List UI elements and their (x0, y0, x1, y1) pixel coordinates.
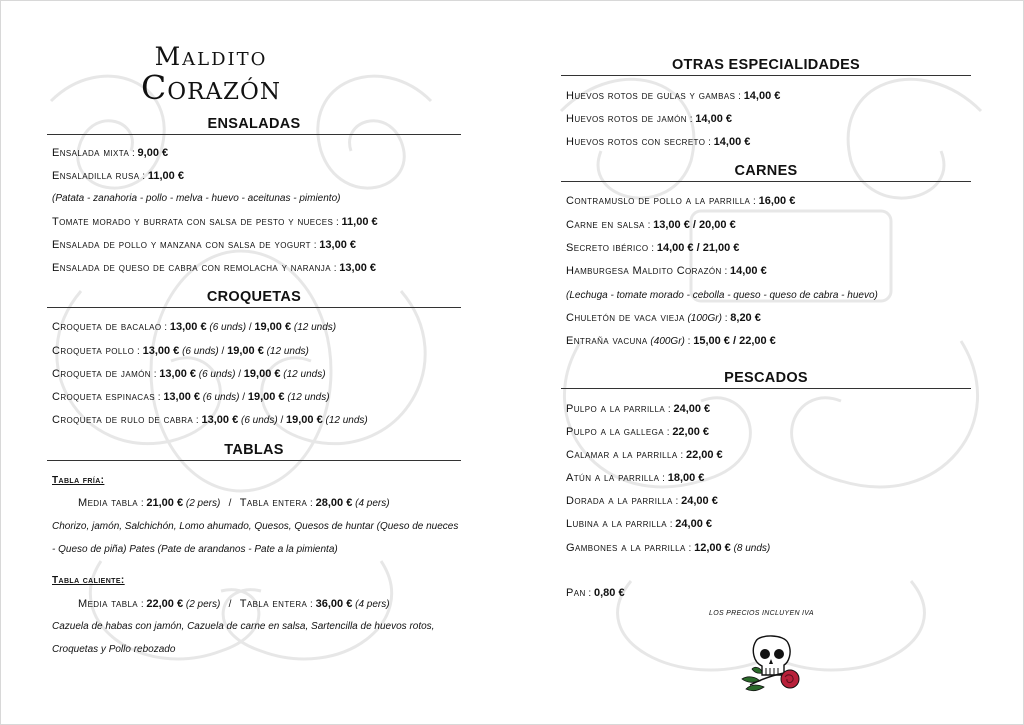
menu-item: Dorada a la parrilla : 24,00 € (566, 495, 718, 507)
menu-item: Entraña vacuna (400Gr) : 15,00 € / 22,00 € (566, 335, 776, 347)
menu-item: Croqueta espinacas : 13,00 € (6 unds) / 19,00 € (12 unds) (52, 391, 330, 403)
menu-item: Pulpo a la parrilla : 24,00 € (566, 403, 711, 415)
menu-item: Gambones a la parrilla : 12,00 € (8 unds) (566, 542, 771, 554)
menu-item: Croqueta de rulo de cabra : 13,00 € (6 unds) / 19,00 € (12 unds) (52, 414, 368, 426)
menu-item: Media tabla : 21,00 € (2 pers) / Tabla entera : 28,00 € (4 pers) (78, 497, 390, 509)
section-title-croquetas: CROQUETAS (47, 289, 461, 308)
item-description: Chorizo, jamón, Salchichón, Lomo ahumado, Quesos, Quesos de huntar (Queso de nueces - Queso de piña) Pates (Pate de arandanos - Pate a la pimienta) (52, 521, 459, 555)
skull-with-rose-icon (738, 635, 804, 695)
menu-item: Chuletón de vaca vieja (100Gr) : 8,20 € (566, 312, 761, 324)
menu-item: Tomate morado y burrata con salsa de pesto y nueces : 11,00 € (52, 216, 378, 228)
menu-item: Croqueta de bacalao : 13,00 € (6 unds) / 19,00 € (12 unds) (52, 321, 337, 333)
menu-item: Secreto ibérico : 14,00 € / 21,00 € (566, 242, 740, 254)
menu-item: Atún a la parrilla : 18,00 € (566, 472, 705, 484)
menu-item: Contramuslo de pollo a la parrilla : 16,00 € (566, 195, 796, 207)
menu-item: Pulpo a la gallega : 22,00 € (566, 426, 710, 438)
menu-item: Ensalada de pollo y manzana con salsa de yogurt : 13,00 € (52, 239, 356, 251)
menu-item: Ensalada mixta : 9,00 € (52, 147, 169, 159)
menu-item: Croqueta pollo : 13,00 € (6 unds) / 19,00 € (12 unds) (52, 345, 309, 357)
ornament-watermark-left (21, 41, 461, 691)
menu-item: Hamburgesa Maldito Corazón : 14,00 € (566, 265, 767, 277)
menu-item: Ensaladilla rusa : 11,00 € (52, 170, 184, 182)
subsection-label: Tabla caliente: (52, 575, 125, 586)
menu-item-pan: Pan : 0,80 € (566, 587, 625, 599)
item-description: Cazuela de habas con jamón, Cazuela de carne en salsa, Sartencilla de huevos rotos, Croquetas y Pollo rebozado (52, 621, 435, 655)
menu-item: Huevos rotos de gulas y gambas : 14,00 € (566, 90, 781, 102)
section-title-carnes: CARNES (561, 163, 971, 182)
restaurant-logo (121, 43, 301, 105)
menu-item: Huevos rotos de jamón : 14,00 € (566, 113, 732, 125)
menu-item: Huevos rotos con secreto : 14,00 € (566, 136, 751, 148)
item-description: (Lechuga - tomate morado - cebolla - queso - queso de cabra - huevo) (566, 290, 878, 301)
menu-item: Lubina a la parrilla : 24,00 € (566, 518, 712, 530)
menu-item: Croqueta de jamón : 13,00 € (6 unds) / 19,00 € (12 unds) (52, 368, 326, 380)
menu-item: Calamar a la parrilla : 22,00 € (566, 449, 723, 461)
section-title-tablas: TABLAS (47, 442, 461, 461)
menu-item: Carne en salsa : 13,00 € / 20,00 € (566, 219, 736, 231)
subsection-label: Tabla fría: (52, 475, 105, 486)
footer-note: LOS PRECIOS INCLUYEN IVA (709, 610, 814, 617)
menu-item: Ensalada de queso de cabra con remolacha y naranja : 13,00 € (52, 262, 376, 274)
section-title-ensaladas: ENSALADAS (47, 116, 461, 135)
logo-line-2: Corazón (141, 68, 281, 107)
logo-line-1: Maldito (154, 42, 268, 71)
section-title-pescados: PESCADOS (561, 370, 971, 389)
menu-item: Media tabla : 22,00 € (2 pers) / Tabla entera : 36,00 € (4 pers) (78, 598, 390, 610)
item-description: (Patata - zanahoria - pollo - melva - huevo - aceitunas - pimiento) (52, 193, 341, 204)
section-title-otras-especialidades: OTRAS ESPECIALIDADES (561, 57, 971, 76)
